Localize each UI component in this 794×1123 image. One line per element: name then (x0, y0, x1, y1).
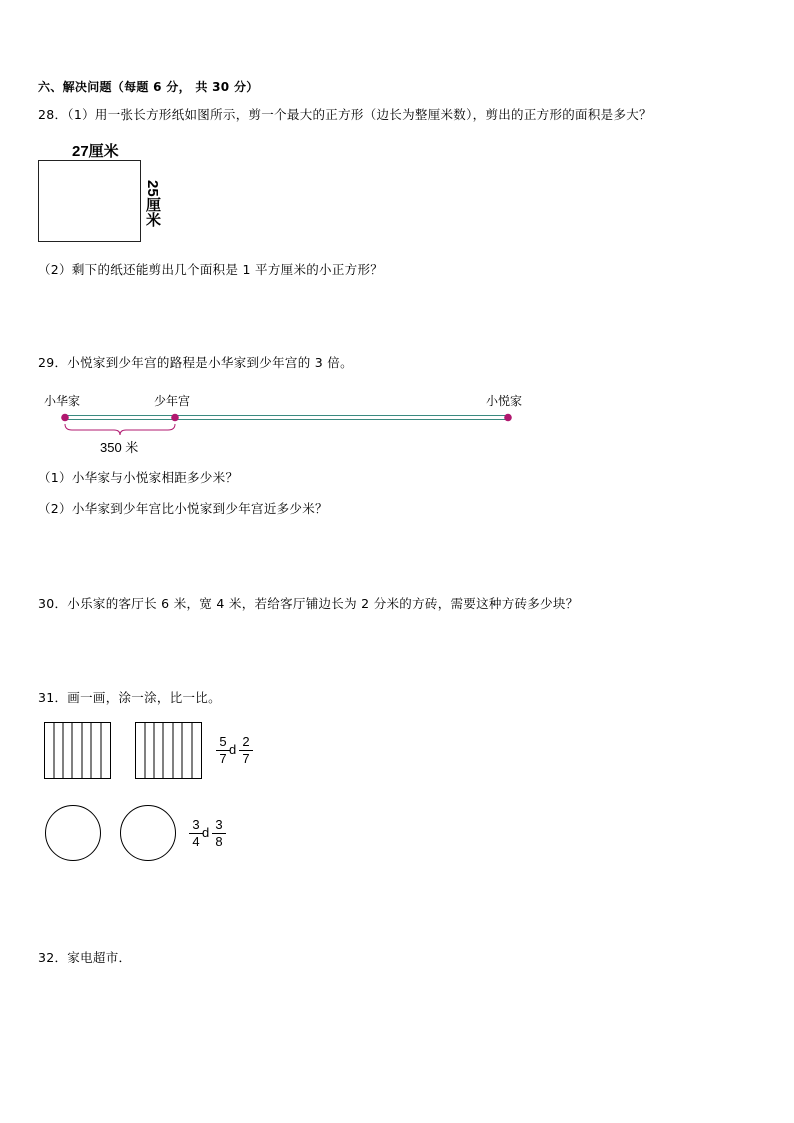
point-label-xiaoyue: 小悦家 (486, 394, 523, 408)
q29-part2: （2）小华家到少年宫比小悦家到少年宫近多少米？ (38, 501, 328, 516)
compare-symbol-2: d (202, 825, 210, 840)
fraction-3-8: $\frac{3}{8}$ (212, 817, 226, 850)
point-label-xiaohua: 小华家 (44, 394, 81, 408)
q32-stem: 32．家电超市． (38, 950, 132, 965)
brace (65, 424, 175, 435)
fraction-2-7: $\frac{2}{7}$ (239, 734, 253, 767)
fraction-3-4: $\frac{3}{4}$ (189, 817, 203, 850)
q29-number-line-figure (38, 388, 538, 458)
circle-2 (119, 804, 179, 864)
section-heading: 六、解决问题（每题 6 分， 共 30 分） (38, 80, 259, 94)
q30-stem: 30．小乐家的客厅长 6 米，宽 4 米，若给客厅铺边长为 2 分米的方砖，需要这种方砖多少块？ (38, 596, 579, 611)
q28-top-label: 27厘米 (72, 143, 119, 160)
q29-part1: （1）小华家与小悦家相距多少米？ (38, 470, 239, 485)
dot-xiaohua (61, 414, 69, 422)
q28-side-label: 25厘米 (144, 180, 161, 227)
fraction-5-7: $\frac{5}{7}$ (216, 734, 230, 767)
dot-xiaoyue (504, 414, 512, 422)
point-label-shaoniangong: 少年宫 (154, 394, 191, 408)
q28-part2: （2）剩下的纸还能剪出几个面积是 1 平方厘米的小正方形？ (38, 262, 384, 277)
compare-symbol-1: d (229, 742, 237, 757)
circle-1 (44, 804, 104, 864)
brace-label: 350 米 (100, 440, 139, 455)
striped-rectangle-2 (135, 722, 203, 780)
q28-rectangle-figure (38, 140, 168, 248)
q28-stem: 28．（1）用一张长方形纸如图所示，剪一个最大的正方形（边长为整厘米数），剪出的正方形的面积是多大？ (38, 107, 652, 122)
q29-stem: 29．小悦家到少年宫的路程是小华家到少年宫的 3 倍。 (38, 355, 353, 370)
dot-shaoniangong (171, 414, 179, 422)
q28-rectangle (38, 160, 141, 242)
striped-rectangle-1 (44, 722, 112, 780)
q31-stem: 31．画一画，涂一涂，比一比。 (38, 690, 221, 705)
